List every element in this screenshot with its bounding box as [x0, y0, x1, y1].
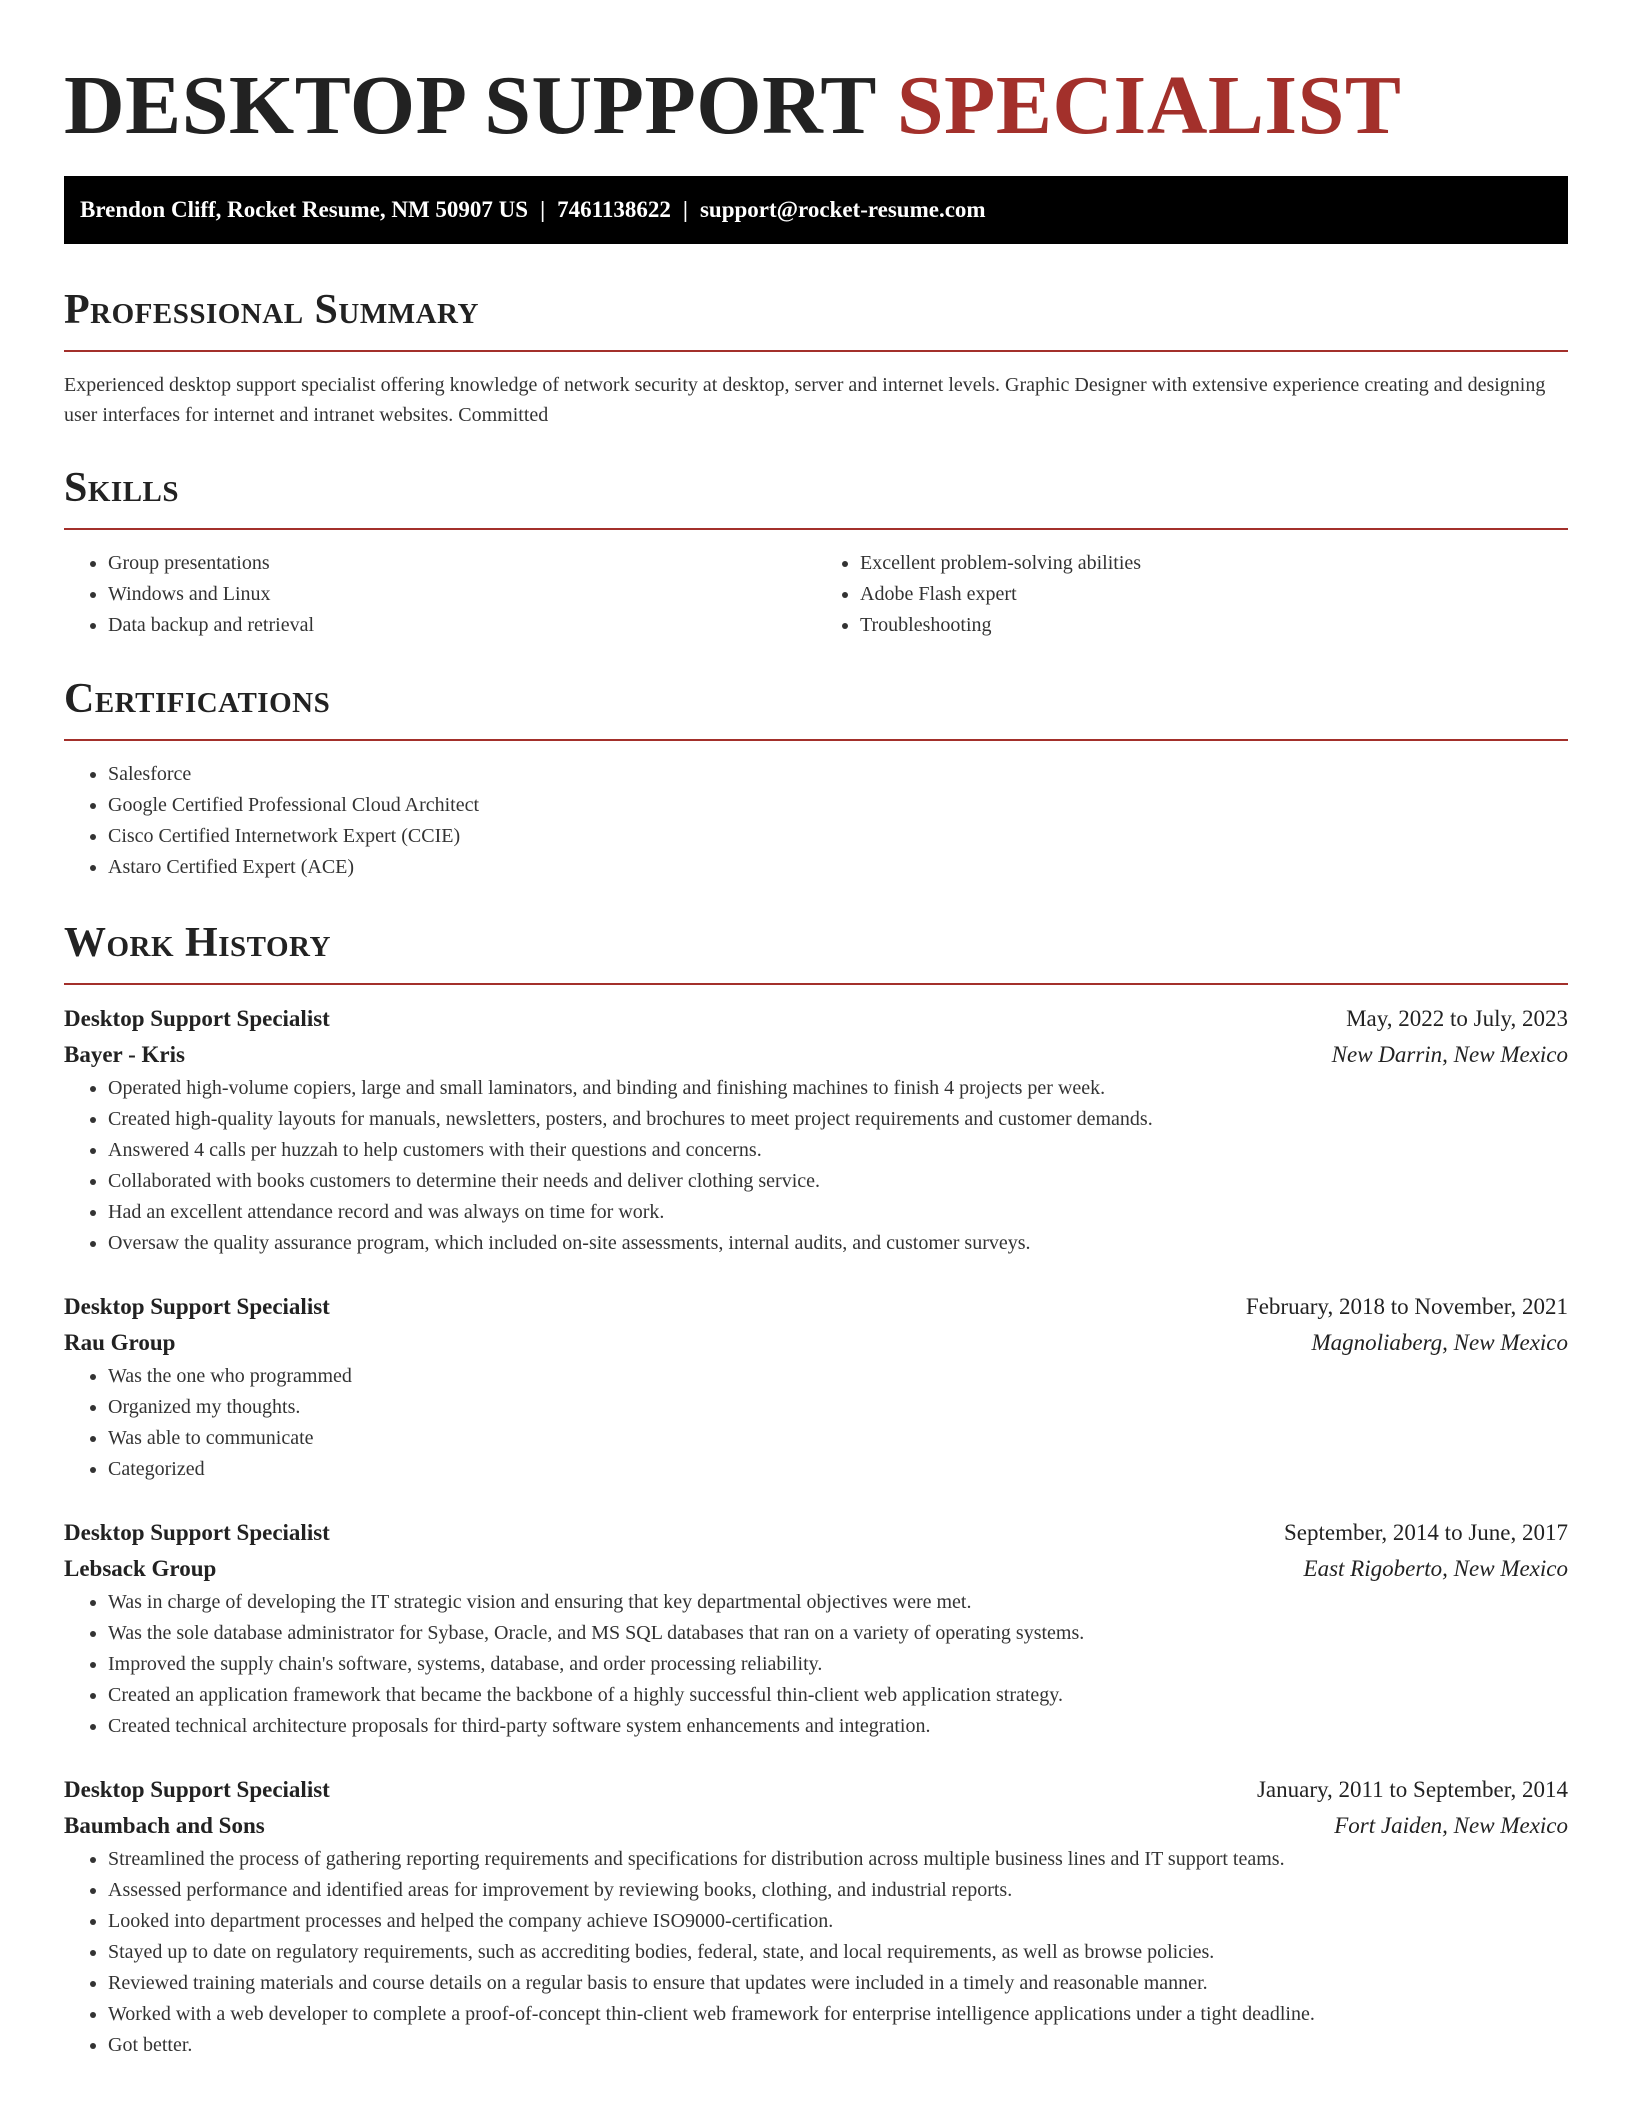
skill-item: • Adobe Flash expert — [860, 579, 1568, 610]
contact-bar — [64, 176, 1568, 244]
job-bullet: • Was in charge of developing the IT strategic vision and ensuring that key departmental objectives were met. — [108, 1587, 1568, 1618]
skills-column-right — [816, 548, 1568, 641]
summary-section — [64, 282, 1568, 430]
skills-column-left — [64, 548, 816, 641]
job-header-row — [64, 1289, 1568, 1325]
job-subheader-row — [64, 1808, 1568, 1844]
job-bullets — [64, 1587, 1568, 1742]
skill-item: • Windows and Linux — [108, 579, 816, 610]
job-entry — [64, 1001, 1568, 1259]
title-accent: SPECIALIST — [896, 59, 1402, 152]
job-company: Baumbach and Sons — [64, 1813, 265, 1838]
job-bullet: • Looked into department processes and helped the company achieve ISO9000-certification. — [108, 1906, 1568, 1937]
job-company: Bayer - Kris — [64, 1042, 185, 1067]
section-divider — [64, 350, 1568, 352]
skills-list-right — [816, 548, 1568, 641]
job-bullet: • Had an excellent attendance record and was always on time for work. — [108, 1197, 1568, 1228]
job-bullet: • Created technical architecture proposals for third-party software system enhancements and integration. — [108, 1711, 1568, 1742]
section-divider — [64, 739, 1568, 741]
skill-item: • Data backup and retrieval — [108, 610, 816, 641]
summary-heading: Professional Summary — [64, 287, 479, 333]
job-location: Fort Jaiden, New Mexico — [1334, 1813, 1568, 1838]
job-bullet: • Was the sole database administrator for Sybase, Oracle, and MS SQL databases that ran on a variety of operating systems. — [108, 1618, 1568, 1649]
job-dates: February, 2018 to November, 2021 — [1245, 1294, 1568, 1319]
resume-title — [64, 0, 1568, 156]
job-location: East Rigoberto, New Mexico — [1303, 1556, 1568, 1581]
job-title: Desktop Support Specialist — [64, 1777, 330, 1802]
skill-item: • Excellent problem-solving abilities — [860, 548, 1568, 579]
job-company: Lebsack Group — [64, 1556, 217, 1581]
contact-phone: 7461138622 — [557, 197, 671, 222]
job-subheader-row — [64, 1325, 1568, 1361]
contact-separator: | — [682, 197, 688, 222]
job-subheader-row — [64, 1551, 1568, 1587]
job-bullet: • Collaborated with books customers to determine their needs and deliver clothing service. — [108, 1166, 1568, 1197]
job-dates: September, 2014 to June, 2017 — [1284, 1520, 1568, 1545]
certification-item: • Salesforce — [108, 759, 1568, 790]
job-company: Rau Group — [64, 1330, 176, 1355]
job-bullet: • Answered 4 calls per huzzah to help customers with their questions and concerns. — [108, 1135, 1568, 1166]
job-bullet: • Created an application framework that became the backbone of a highly successful thin-client web application strategy. — [108, 1680, 1568, 1711]
job-title: Desktop Support Specialist — [64, 1294, 330, 1319]
skill-item: • Group presentations — [108, 548, 816, 579]
skills-heading: Skills — [64, 465, 180, 511]
job-entry — [64, 1289, 1568, 1485]
work-history-heading: Work History — [64, 920, 331, 966]
job-header-row — [64, 1515, 1568, 1551]
work-history-section — [64, 915, 1568, 2061]
job-bullet: • Got better. — [108, 2030, 1568, 2061]
skill-item: • Troubleshooting — [860, 610, 1568, 641]
certification-item: • Google Certified Professional Cloud Architect — [108, 790, 1568, 821]
job-bullet: • Categorized — [108, 1454, 1568, 1485]
certifications-heading: Certifications — [64, 676, 331, 722]
job-bullet: • Was the one who programmed — [108, 1361, 1568, 1392]
certification-item: • Cisco Certified Internetwork Expert (CCIE) — [108, 821, 1568, 852]
skills-section — [64, 460, 1568, 641]
skills-list-left — [64, 548, 816, 641]
title-main: DESKTOP SUPPORT — [64, 59, 876, 152]
job-bullet: • Streamlined the process of gathering reporting requirements and specifications for distribution across multiple business lines and IT support teams. — [108, 1844, 1568, 1875]
job-entry — [64, 1515, 1568, 1742]
certifications-section — [64, 671, 1568, 883]
summary-text: Experienced desktop support specialist offering knowledge of network security at desktop, server and internet levels. Graphic Designer with extensive experience creating and designing user interfaces for internet and intranet websites. Committed — [64, 374, 1546, 426]
section-divider — [64, 983, 1568, 985]
contact-separator: | — [540, 197, 546, 222]
job-header-row — [64, 1772, 1568, 1808]
certifications-list — [64, 759, 1568, 883]
job-bullet: • Organized my thoughts. — [108, 1392, 1568, 1423]
job-location: Magnoliaberg, New Mexico — [1311, 1330, 1568, 1355]
job-bullets — [64, 1073, 1568, 1259]
job-bullet: • Worked with a web developer to complete a proof-of-concept thin-client web framework for enterprise intelligence applications under a tight deadline. — [108, 1999, 1568, 2030]
job-subheader-row — [64, 1037, 1568, 1073]
section-divider — [64, 528, 1568, 530]
job-bullet: • Stayed up to date on regulatory requirements, such as accrediting bodies, federal, state, and local requirements, as well as browse policies. — [108, 1937, 1568, 1968]
job-bullet: • Assessed performance and identified areas for improvement by reviewing books, clothing, and industrial reports. — [108, 1875, 1568, 1906]
job-header-row — [64, 1001, 1568, 1037]
job-bullet: • Operated high-volume copiers, large and small laminators, and binding and finishing machines to finish 4 projects per week. — [108, 1073, 1568, 1104]
job-bullet: • Oversaw the quality assurance program, which included on-site assessments, internal audits, and customer surveys. — [108, 1228, 1568, 1259]
job-entry — [64, 1772, 1568, 2061]
skills-grid — [64, 548, 1568, 641]
job-title: Desktop Support Specialist — [64, 1006, 330, 1031]
job-bullets — [64, 1844, 1568, 2061]
job-bullet: • Created high-quality layouts for manuals, newsletters, posters, and brochures to meet project requirements and customer demands. — [108, 1104, 1568, 1135]
job-title: Desktop Support Specialist — [64, 1520, 330, 1545]
job-bullet: • Reviewed training materials and course details on a regular basis to ensure that updates were included in a timely and reasonable manner. — [108, 1968, 1568, 1999]
job-location: New Darrin, New Mexico — [1331, 1042, 1568, 1067]
contact-email: support@rocket-resume.com — [699, 197, 986, 222]
job-dates: May, 2022 to July, 2023 — [1346, 1006, 1568, 1031]
job-dates: January, 2011 to September, 2014 — [1256, 1777, 1568, 1802]
certification-item: • Astaro Certified Expert (ACE) — [108, 852, 1568, 883]
job-bullets — [64, 1361, 1568, 1485]
job-bullet: • Improved the supply chain's software, systems, database, and order processing reliability. — [108, 1649, 1568, 1680]
contact-address: Brendon Cliff, Rocket Resume, NM 50907 US — [80, 197, 529, 222]
job-bullet: • Was able to communicate — [108, 1423, 1568, 1454]
